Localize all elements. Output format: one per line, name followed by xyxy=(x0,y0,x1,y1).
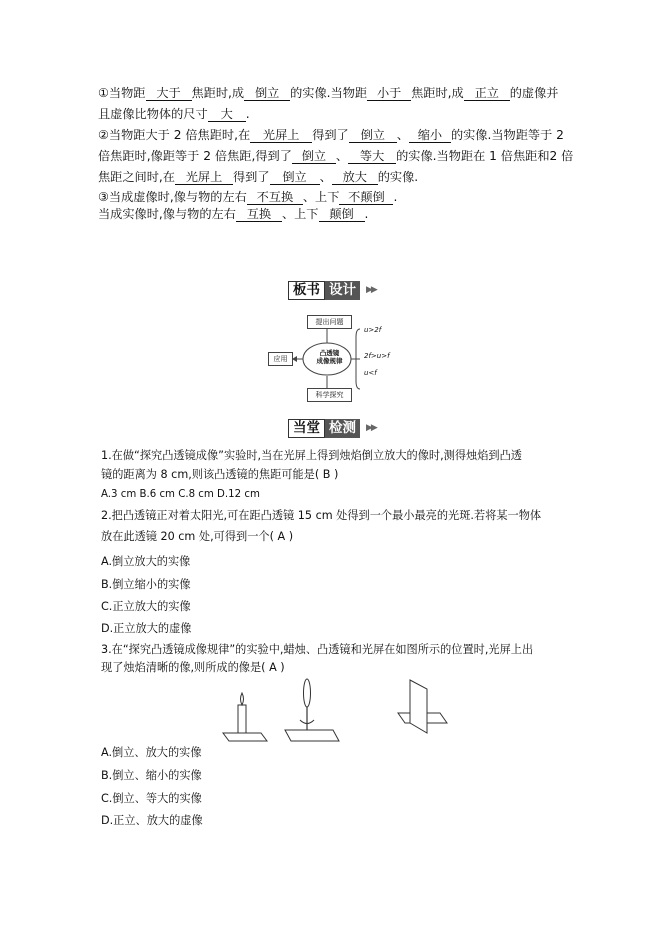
text: . xyxy=(393,190,398,204)
answer-blank: 光屏上 xyxy=(175,171,233,185)
q1-stem-line1: 1.在做“探究凸透镜成像”实验时,当在光屏上得到烛焰倒立放大的像时,测得烛焰到凸透 xyxy=(101,449,522,462)
answer-blank: 互换 xyxy=(236,208,282,222)
screen-setup xyxy=(398,680,447,733)
condition-u-gt-2f: u>2f xyxy=(364,326,382,334)
node-scientific-inquiry: 科学探究 xyxy=(307,388,352,402)
text: 的实像.当物距在 1 倍焦距和2 倍 xyxy=(396,149,574,163)
q3-option-b: B.倒立、缩小的实像 xyxy=(101,769,202,782)
text: 当成实像时,像与物的左右 xyxy=(98,207,236,221)
answer-blank: 颠倒 xyxy=(319,208,365,222)
node-center-line1: 凸透镜 xyxy=(319,349,340,357)
q3-stem-line1: 3.在“探究凸透镜成像规律”的实验中,蜡烛、凸透镜和光屏在如图所示的位置时,光屏上出 xyxy=(101,643,534,656)
text: 且虚像比物体的尺寸 xyxy=(98,107,208,121)
text: 、 xyxy=(319,170,332,184)
text: 、 xyxy=(396,128,409,142)
q3-option-a: A.倒立、放大的实像 xyxy=(101,746,202,759)
q1-options: A.3 cm B.6 cm C.8 cm D.12 cm xyxy=(101,489,260,500)
answer-blank: 放大 xyxy=(332,171,378,185)
q2-stem-line1: 2.把凸透镜正对着太阳光,可在距凸透镜 15 cm 处得到一个最小最亮的光斑.若将某一物体 xyxy=(101,509,542,522)
text: 、上下 xyxy=(281,207,319,221)
convex-lens-icon xyxy=(304,679,311,707)
node-center xyxy=(307,349,352,365)
q2-option-c: C.正立放大的实像 xyxy=(101,600,191,613)
light-screen-icon xyxy=(410,680,427,733)
section-header-board-design xyxy=(288,281,376,300)
text: 倍焦距时,像距等于 2 倍焦距,得到了 xyxy=(98,149,292,163)
section-title-part1: 当堂 xyxy=(288,419,325,438)
summary-p2-line1 xyxy=(98,128,564,143)
answer-blank: 大于 xyxy=(146,87,192,101)
summary-p3-line1 xyxy=(98,190,397,205)
candle-icon xyxy=(238,705,246,733)
summary-p3-line2 xyxy=(98,207,368,222)
section-header-in-class-test xyxy=(288,419,376,438)
summary-p1-line1 xyxy=(98,86,559,101)
q2-stem-line2: 放在此透镜 20 cm 处,可得到一个( A ) xyxy=(101,530,294,543)
text: 的虚像并 xyxy=(509,86,559,100)
q3-option-c: C.倒立、等大的实像 xyxy=(101,792,202,805)
answer-blank: 小于 xyxy=(367,87,411,101)
q2-option-a: A.倒立放大的实像 xyxy=(101,555,191,568)
answer-blank: 倒立 xyxy=(270,171,320,185)
q3-option-d: D.正立、放大的虚像 xyxy=(101,814,203,827)
answer-blank: 等大 xyxy=(348,150,396,164)
flame-icon xyxy=(241,693,244,705)
answer-blank: 倒立 xyxy=(244,87,290,101)
q3-stem-line2: 现了烛焰清晰的像,则所成的像是( A ) xyxy=(101,661,285,674)
summary-p1-line2 xyxy=(98,107,250,122)
q2-option-b: B.倒立缩小的实像 xyxy=(101,578,191,591)
answer-blank: 缩小 xyxy=(409,129,451,143)
summary-p2-line3 xyxy=(98,170,418,185)
text: . xyxy=(245,107,250,121)
text: . xyxy=(364,207,369,221)
text: 、上下 xyxy=(302,190,340,204)
text: 的实像. xyxy=(377,170,419,184)
candle-setup xyxy=(223,693,267,741)
answer-blank: 正立 xyxy=(464,87,510,101)
summary-p2-line2 xyxy=(98,149,573,164)
double-arrow-icon: ▶▶ xyxy=(366,423,376,433)
node-application: 应用 xyxy=(268,352,293,366)
text: 、 xyxy=(335,149,349,163)
lens-base xyxy=(285,730,339,741)
text: 焦距时,成 xyxy=(191,86,245,100)
q3-figure xyxy=(215,675,455,755)
q1-stem-line2: 镜的距离为 8 cm,则该凸透镜的焦距可能是( B ) xyxy=(101,468,339,481)
node-center-line2: 成像规律 xyxy=(316,357,343,365)
lens-setup xyxy=(285,679,339,741)
section-title-part2: 设计 xyxy=(325,281,360,300)
text: ①当物距 xyxy=(98,86,146,100)
answer-blank: 倒立 xyxy=(349,129,397,143)
section-title-part1: 板书 xyxy=(288,281,325,300)
answer-blank: 不颠倒 xyxy=(339,191,393,205)
text: 焦距时,成 xyxy=(411,86,464,100)
text: 得到了 xyxy=(233,170,270,184)
text: 的实像.当物距等于 2 xyxy=(450,128,564,142)
candle-base xyxy=(223,733,267,741)
double-arrow-icon: ▶▶ xyxy=(366,285,376,295)
text: ②当物距大于 2 倍焦距时,在 xyxy=(98,128,251,142)
text: 的实像.当物距 xyxy=(290,86,368,100)
answer-blank: 光屏上 xyxy=(250,129,312,143)
text: 得到了 xyxy=(312,128,349,142)
section-title-part2: 检测 xyxy=(325,419,360,438)
answer-blank: 大 xyxy=(208,108,246,122)
text: ③当成虚像时,像与物的左右 xyxy=(98,190,247,204)
text: 焦距之间时,在 xyxy=(98,170,175,184)
node-raise-question: 提出问题 xyxy=(307,315,352,329)
condition-u-lt-f: u<f xyxy=(364,369,377,377)
answer-blank: 不互换 xyxy=(247,191,303,205)
answer-blank: 倒立 xyxy=(292,150,336,164)
condition-2f-gt-u-gt-f: 2f>u>f xyxy=(364,352,390,360)
q2-option-d: D.正立放大的虚像 xyxy=(101,622,192,635)
